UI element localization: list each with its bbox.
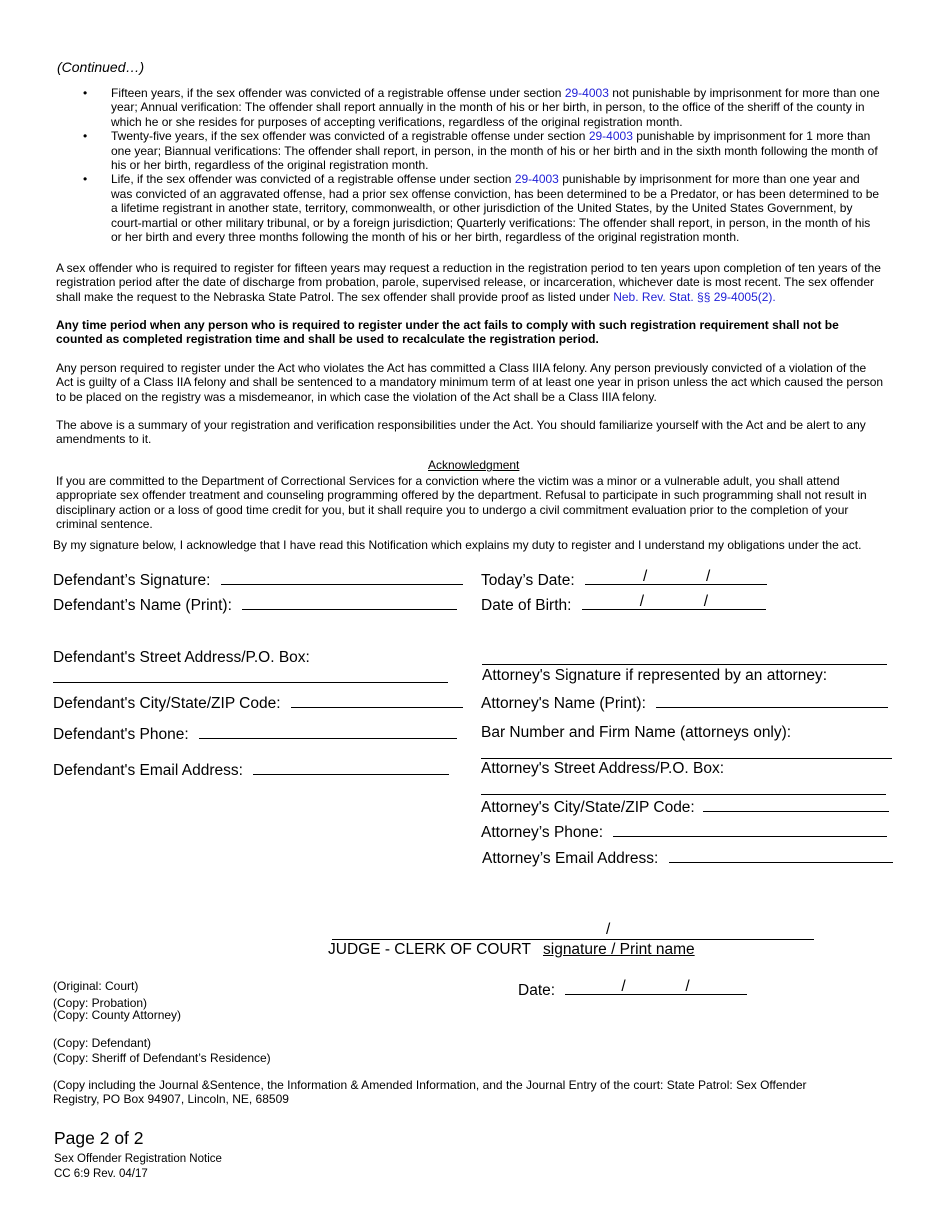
defendant-name-line[interactable] xyxy=(242,595,457,610)
attorney-signature-label: Attorney's Signature if represented by an attorney: xyxy=(482,667,828,684)
registration-period-list xyxy=(82,86,884,244)
judge-signature-caption: signature / Print name xyxy=(543,941,695,958)
todays-date-field[interactable]: Today’s Date: / / xyxy=(481,570,767,590)
form-code: CC 6:9 Rev. 04/17 xyxy=(54,1168,148,1180)
acknowledgment-text: If you are committed to the Department of Correctional Services for a conviction where the victim was a minor or a vulnerable adult, you shall attend appropriate sex offender treatment and counseling programming offered by the department. Refusal to participate in such programming shall not result in disciplinary action or a loss of good time credit for you, but it shall require you to undergo a civil commitment evaluation prior to the completion of your criminal sentence. xyxy=(56,474,867,532)
attorney-name-line[interactable] xyxy=(656,693,888,708)
reduction-paragraph: A sex offender who is required to register for fifteen years may request a reduction in the registration period to ten years upon completion of ten years of the registration period after the date of discharge from probation, parole, supervised release, or incarceration, whichever date is most recent. The sex offender shall make the request to the Nebraska State Patrol. The sex offender shall provide proof as listed under Neb. Rev. Stat. §§ 29-4005(2). xyxy=(56,261,881,304)
date-of-birth-line[interactable] xyxy=(582,595,766,610)
copy-original: (Original: Court) xyxy=(53,979,139,993)
defendant-street-line[interactable] xyxy=(53,668,448,683)
copy-sheriff: (Copy: Sheriff of Defendant’s Residence) xyxy=(53,1051,271,1065)
judge-signature-line[interactable] xyxy=(332,925,814,940)
felony-paragraph: Any person required to register under the Act who violates the Act has committed a Class IIIA felony. Any person previously convicted of a violation of the Act is guilty of a Class IIA felony and shall be sentenced to a mandatory minimum term of at least one year in prison unless the act which caused the person to be placed on the registry was a misdemeanor, in which case the violation of the Act shall be a Class IIIA felony. xyxy=(56,361,884,404)
date-separator: / xyxy=(639,593,645,610)
judge-signature-separator: / xyxy=(606,921,611,938)
date-separator: / xyxy=(703,593,709,610)
defendant-street-label: Defendant's Street Address/P.O. Box: xyxy=(53,649,310,666)
court-date-line[interactable] xyxy=(565,980,747,995)
copy-probation: (Copy: Probation) xyxy=(53,996,148,1010)
list-item: • Fifteen years, if the sex offender was convicted of a registrable offense under section 29-4003 not punishable by imprisonment for more than one year; Annual verification: The offender shall report annually in the month of his or her birth, in person, to the office of the sheriff of the county in which he or she resides for purposes of accepting verifications, regardless of the original registration month. xyxy=(82,86,884,129)
page-number: Page 2 of 2 xyxy=(54,1128,144,1148)
attorney-street-label: Attorney's Street Address/P.O. Box: xyxy=(481,760,725,777)
attorney-phone-field[interactable]: Attorney’s Phone: xyxy=(481,822,887,842)
defendant-signature-line[interactable] xyxy=(221,570,463,585)
signature-statement: By my signature below, I acknowledge that I have read this Notification which explains my duty to register and I understand my obligations under the act. xyxy=(53,538,862,552)
defendant-phone-field[interactable]: Defendant's Phone: xyxy=(53,724,457,744)
acknowledgment-title: Acknowledgment xyxy=(428,458,520,472)
defendant-name-field[interactable]: Defendant’s Name (Print): xyxy=(53,595,457,615)
list-item: • Life, if the sex offender was convicted of a registrable offense under section 29-4003 punishable by imprisonment for more than one year and was convicted of an aggravated offense, had a prior sex offense conviction, has been determined to be a Predator, or has been determined to be a lifetime registrant in another state, territory, commonwealth, or other jurisdiction of the United States, by the United States Government, by court-martial or other military tribunal, or by a foreign jurisdiction; Quarterly verifications: The offender shall report, in person, in the month of his or her birth and every three months following the month of his or her birth, regardless of the original registration month. xyxy=(82,172,884,244)
copy-defendant: (Copy: Defendant) xyxy=(53,1036,152,1050)
bold-paragraph: Any time period when any person who is required to register under the act fails to comply with such registration requirement shall not be counted as completed registration time and shall be used to recalculate the registration period. xyxy=(56,318,839,347)
summary-paragraph: The above is a summary of your registration and verification responsibilities under the Act. You should familiarize yourself with the Act and be alert to any amendments to it. xyxy=(56,418,866,447)
date-of-birth-field[interactable]: Date of Birth: / / xyxy=(481,595,766,615)
list-item: • Twenty-five years, if the sex offender was convicted of a registrable offense under section 29-4003 punishable by imprisonment for 1 more than one year; Biannual verifications: The offender shall report, in person, in the month of his or her birth and in the sixth month following the month of his or her birth, regardless of the original registration month. xyxy=(82,129,884,172)
attorney-city-line[interactable] xyxy=(703,797,889,812)
attorney-street-line[interactable] xyxy=(481,780,886,795)
copy-journal: (Copy including the Journal &Sentence, the Information & Amended Information, and the Journal Entry of the court: State Patrol: Sex Offender Registry, PO Box 94907, Lincoln, NE, 68509 xyxy=(53,1078,807,1107)
todays-date-line[interactable] xyxy=(585,570,767,585)
copy-county-attorney: (Copy: County Attorney) xyxy=(53,1008,182,1022)
date-separator: / xyxy=(705,568,711,585)
statute-link[interactable]: 29-4003 xyxy=(514,172,559,187)
bar-number-line[interactable] xyxy=(481,744,892,759)
attorney-email-line[interactable] xyxy=(669,848,893,863)
date-separator: / xyxy=(642,568,648,585)
attorney-city-field[interactable]: Attorney's City/State/ZIP Code: xyxy=(481,797,889,817)
bar-number-label: Bar Number and Firm Name (attorneys only): xyxy=(481,724,792,741)
judge-label: JUDGE - CLERK OF COURT signature / Print name xyxy=(328,941,695,958)
form-title: Sex Offender Registration Notice xyxy=(54,1153,222,1165)
statute-link[interactable]: 29-4003 xyxy=(564,86,609,100)
attorney-email-field[interactable]: Attorney’s Email Address: xyxy=(482,848,893,868)
attorney-phone-line[interactable] xyxy=(613,822,887,837)
continued-label: (Continued…) xyxy=(57,59,145,75)
date-separator: / xyxy=(685,978,690,995)
defendant-email-field[interactable]: Defendant's Email Address: xyxy=(53,760,449,780)
defendant-city-field[interactable]: Defendant's City/State/ZIP Code: xyxy=(53,693,463,713)
defendant-city-line[interactable] xyxy=(291,693,463,708)
statute-link[interactable]: Neb. Rev. Stat. §§ 29-4005(2). xyxy=(613,289,776,304)
defendant-signature-field[interactable]: Defendant’s Signature: xyxy=(53,570,463,590)
statute-link[interactable]: 29-4003 xyxy=(588,129,633,144)
date-separator: / xyxy=(621,978,626,995)
court-date-field[interactable]: Date: / / xyxy=(518,980,747,1000)
defendant-phone-line[interactable] xyxy=(199,724,457,739)
attorney-name-field[interactable]: Attorney's Name (Print): xyxy=(481,693,888,713)
defendant-email-line[interactable] xyxy=(253,760,449,775)
attorney-signature-line[interactable] xyxy=(482,650,887,665)
